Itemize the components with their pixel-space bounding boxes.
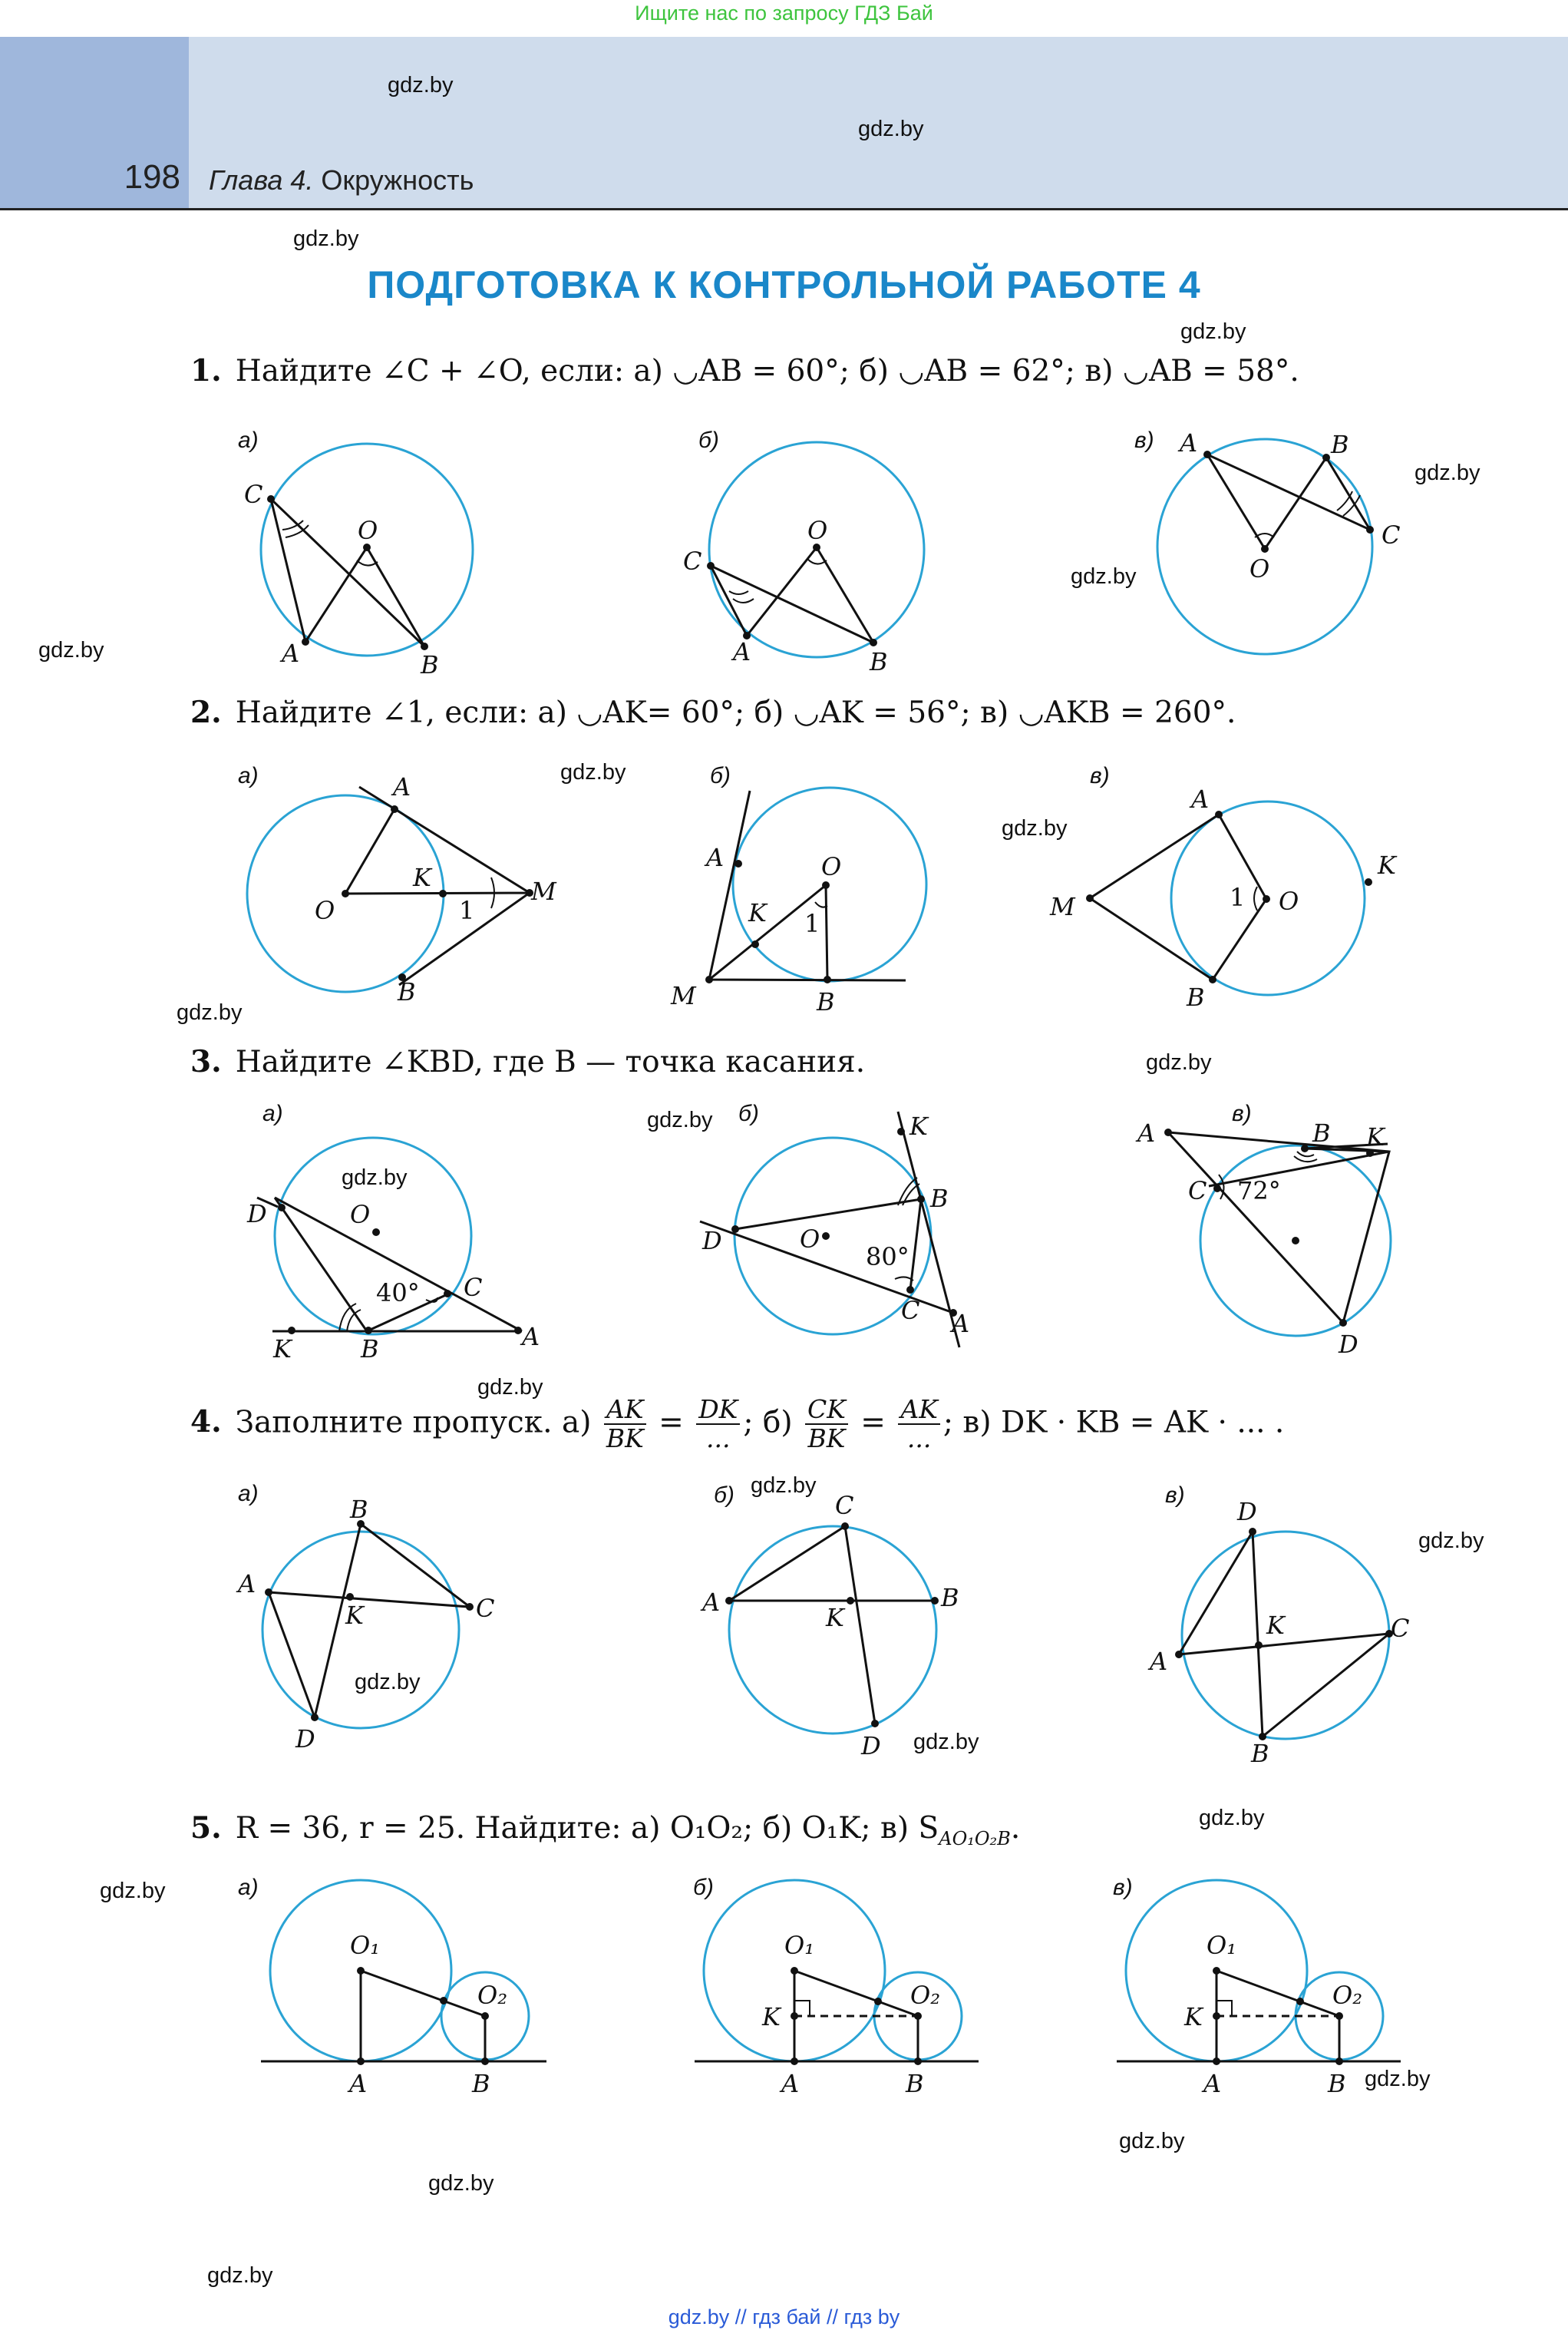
point-label: B [1331,430,1349,459]
point-label: K [762,2002,781,2031]
lines [257,1198,522,1331]
point-label: O [807,516,828,545]
angle-label: 1 [804,909,820,938]
triangle [711,547,873,643]
watermark: gdz.by [477,1375,543,1400]
page-number: 198 [124,158,180,196]
point-label: D [1339,1330,1358,1359]
point-label: B [941,1583,959,1612]
point-label: C [835,1491,854,1520]
point-label: M [671,981,696,1010]
point-label: A [781,2069,800,2098]
angle-mark [729,591,754,603]
point-label: D [1237,1497,1257,1526]
fig-label: б) [698,428,719,453]
point-label: D [247,1199,267,1228]
fraction: $\frac{AK}{BK}$ [604,1396,646,1453]
point-label: B [930,1184,949,1213]
point-label: K [1266,1611,1285,1640]
watermark: gdz.by [751,1473,817,1498]
figure-5a [238,1875,546,2098]
tangents [709,791,906,980]
point-label: O₂ [910,1981,941,2010]
task-text: Найдите ∠1, если: а) ◡AK= 60°; б) ◡AK = 56°; в) ◡AKB = 260°. [235,696,1236,730]
point-label: A [393,772,411,801]
fig-label: а) [238,1875,259,1900]
point-label: A [1150,1647,1168,1676]
chapter-name: Окружность [321,164,474,196]
point-label: O₁ [1207,1931,1237,1960]
triangle [271,499,424,646]
figure-3c [1135,1101,1391,1359]
point-label: O [358,516,378,545]
watermark: gdz.by [388,73,454,98]
task-number: 2. [190,695,222,730]
point-label: A [349,2069,368,2098]
point-label: A [702,1588,721,1617]
point-label: C [683,547,702,576]
task-number: 5. [190,1810,222,1846]
fraction: $\frac{CK}{BK}$ [805,1396,848,1453]
point-label: C [1381,521,1401,550]
point-label: A [706,843,725,872]
point-label: B [1328,2069,1346,2098]
watermark: gdz.by [1365,2067,1431,2091]
point-label: C [1391,1614,1410,1643]
fig-label: б) [714,1482,734,1508]
watermark: gdz.by [342,1165,408,1190]
footer-links[interactable]: gdz.by // гдз бай // гдз by [668,2305,900,2328]
point-label: O₂ [477,1981,508,2010]
task-number: 4. [190,1404,222,1440]
angle-label: 40° [376,1278,420,1307]
watermark: gdz.by [355,1670,421,1694]
watermark: gdz.by [100,1879,166,1903]
watermark: gdz.by [428,2171,494,2196]
task-number: 1. [190,353,222,388]
fig-label: б) [710,763,731,788]
fig-label: б) [693,1875,714,1900]
point-label: O [821,852,842,881]
point-label: B [1187,983,1205,1012]
fig-label: а) [262,1101,283,1126]
watermark: gdz.by [1071,564,1137,589]
angle-mark [1254,887,1257,911]
fraction: $\frac{DK}{...}$ [696,1396,740,1453]
figure-4c [1147,1482,1409,1768]
figure-5b [693,1875,979,2098]
watermark: gdz.by [1146,1050,1212,1075]
angle-label: 80° [866,1242,909,1271]
point-label: K [345,1601,364,1630]
watermark: gdz.by [1002,816,1068,841]
page-title: ПОДГОТОВКА К КОНТРОЛЬНОЙ РАБОТЕ 4 [367,263,1201,306]
point-label: B [472,2069,490,2098]
point-label: A [238,1569,256,1598]
point-label: C [476,1594,495,1623]
figure-3b [700,1101,969,1347]
watermark: gdz.by [1415,461,1481,485]
fig-label: в) [1090,763,1110,788]
figure-1c [1134,428,1400,654]
watermark: gdz.by [177,1000,243,1025]
fig-label: б) [738,1101,759,1126]
fig-label: а) [238,1481,259,1506]
point-label: A [522,1322,540,1351]
figure-2b [670,763,926,1016]
point-label: K [1184,2002,1203,2031]
point-label: K [273,1334,292,1363]
watermark: gdz.by [647,1108,713,1132]
watermark: gdz.by [858,117,924,141]
task-text: Найдите ∠C + ∠O, если: а) ◡AB = 60°; б) ◡AB = 62°; в) ◡AB = 58°. [235,354,1299,388]
chapter-prefix: Глава 4. [209,164,314,196]
point-label: O [800,1225,820,1254]
fig-label: а) [238,763,259,788]
point-label: A [1180,428,1198,458]
point-label: B [1312,1119,1331,1148]
fraction: $\frac{AK}{...}$ [898,1396,940,1453]
point-label: D [295,1724,315,1753]
point-label: K [1378,851,1396,880]
point-label: M [1050,892,1075,921]
point-label: B [870,647,888,676]
figure-1a [238,428,473,679]
figure-4a [236,1481,494,1753]
angle-label: 1 [459,896,475,925]
figure-5c [1113,1875,1401,2098]
tangents [345,787,530,985]
point-label: O [1279,887,1299,916]
fig-label: в) [1113,1875,1133,1900]
point-label: A [282,639,300,668]
point-label: O₂ [1332,1981,1363,2010]
point-label: B [906,2069,924,2098]
task-number: 3. [190,1044,222,1079]
watermark: gdz.by [1418,1529,1484,1553]
fig-label: в) [1134,428,1154,453]
point-label: O [1249,554,1270,583]
point-label: K [909,1112,928,1141]
fig-label: в) [1165,1482,1185,1508]
watermark: gdz.by [293,226,359,251]
point-label: B [1251,1739,1269,1768]
point-label: B [350,1495,368,1524]
watermark: gdz.by [207,2263,273,2288]
point-label: A [733,637,751,666]
point-label: O₁ [784,1931,815,1960]
task-text: Заполните пропуск. а) [235,1405,592,1440]
fig-label: а) [238,428,259,453]
watermark: gdz.by [913,1730,979,1754]
point-label: K [826,1603,844,1632]
fig-label: в) [1232,1101,1252,1126]
point-label: A [1191,785,1210,814]
watermark: gdz.by [1199,1806,1265,1830]
point-label: D [702,1226,722,1255]
point-label: B [361,1334,379,1363]
angle-mark [1294,1152,1317,1162]
point-label: A [1137,1119,1156,1148]
top-note: Ищите нас по запросу ГДЗ Бай [635,2,933,25]
point-label: K [1366,1122,1385,1152]
task-subscript: AO₁O₂B [939,1827,1011,1849]
figure-2a [238,763,557,1006]
point-label: O₁ [350,1931,381,1960]
angle-label: 1 [1230,883,1246,912]
point-label: C [464,1273,483,1302]
point-label: C [1188,1176,1207,1205]
figure-1b [683,428,924,676]
circle [275,1138,471,1334]
point-label: C [901,1296,920,1325]
point-label: O [350,1200,371,1229]
watermark: gdz.by [1119,2129,1185,2153]
figure-2c [1049,763,1398,1012]
task-text: R = 36, r = 25. Найдите: а) O₁O₂; б) O₁K; в) S [235,1811,939,1846]
point-label: B [421,650,439,679]
point-label: K [748,898,767,927]
watermark: gdz.by [38,638,104,663]
point-label: B [817,987,835,1016]
point-label: B [398,977,416,1006]
task-text: Найдите ∠KBD, где B — точка касания. [235,1045,866,1079]
circle [733,788,926,981]
point-label: M [531,877,556,906]
figure-4b [700,1482,959,1760]
point-label: C [244,480,263,509]
point-label: A [1203,2069,1222,2098]
point-label: O [315,896,335,925]
figure-3a [246,1101,540,1363]
point-label: A [952,1309,970,1338]
circle [262,1532,459,1728]
watermark: gdz.by [1180,319,1246,344]
angle-label: 72° [1237,1176,1281,1205]
task-5: 5. R = 36, r = 25. Найдите: а) O₁O₂; б) O₁K; в) $S_{AO_1O_2B}$. [190,1810,1021,1849]
circle [1182,1532,1389,1739]
watermark: gdz.by [560,760,626,785]
point-label: D [861,1731,881,1760]
task-4: 4. Заполните пропуск. а) $\frac{AK}{BK}$ = $\frac{DK}{...}$ ; б) $\frac{CK}{BK}$ = $\frac{AK}{...}$ ; в) DK · KB = AK · ... . [190,1394,1285,1454]
point-label: K [413,863,431,892]
